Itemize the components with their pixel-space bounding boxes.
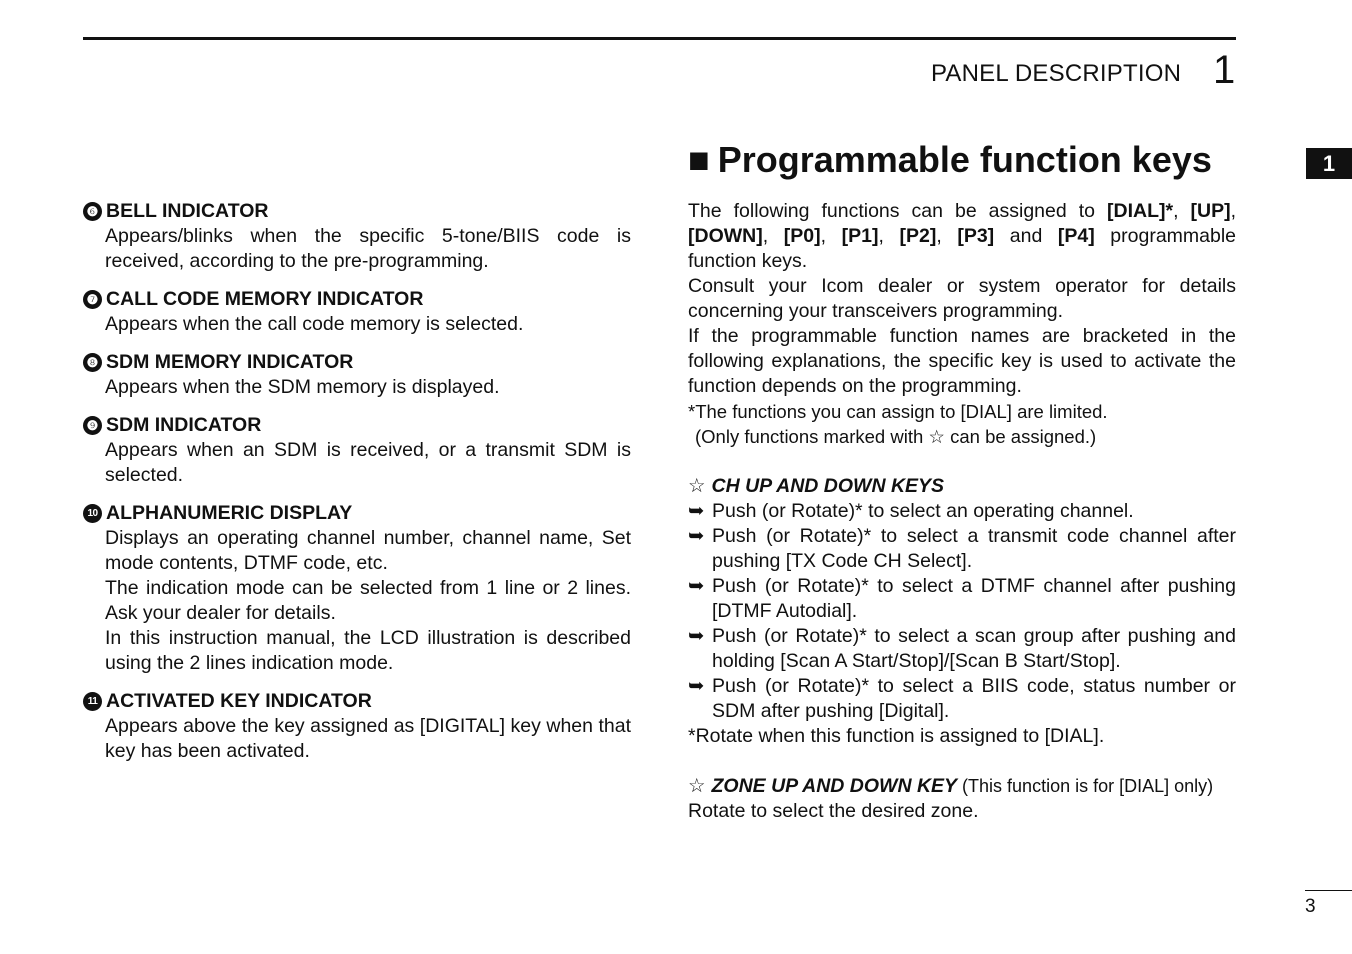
- item-number: ❽: [83, 353, 102, 372]
- list-item: [83, 199, 631, 274]
- list-item: [83, 501, 631, 676]
- square-bullet-icon: ■: [688, 139, 710, 180]
- star-icon: ☆: [688, 775, 706, 797]
- item-description: Appears when an SDM is received, or a transmit SDM is selected.: [105, 439, 631, 486]
- item-title: ALPHANUMERIC DISPLAY: [106, 502, 353, 524]
- item-number: ❻: [83, 202, 102, 221]
- item-description: In this instruction manual, the LCD illustration is described using the 2 lines indication mode.: [105, 627, 631, 674]
- function-heading: ☆ CH UP AND DOWN KEYS: [688, 475, 945, 497]
- item-description: Appears above the key assigned as [DIGITAL] key when that key has been activated.: [105, 715, 631, 762]
- section-title-text: Programmable function keys: [717, 139, 1212, 180]
- list-item: ➥ Push (or Rotate)* to select a scan group after pushing and holding [Scan A Start/Stop]/[Scan B Start/Stop].: [688, 625, 1236, 672]
- chapter-number: 1: [1213, 48, 1236, 92]
- section-title: [688, 139, 1212, 181]
- arrow-icon: ➥: [688, 500, 705, 522]
- list-item: [83, 287, 631, 337]
- star-icon: ☆: [688, 475, 706, 497]
- item-number: ❾: [83, 416, 102, 435]
- item-number: 10: [83, 504, 102, 523]
- intro-paragraph: The following functions can be assigned to [DIAL]*, [UP], [DOWN], [P0], [P1], [P2], [P3] and [P4] programmable function keys.: [688, 200, 1237, 272]
- paragraph: Consult your Icom dealer or system operator for details concerning your transceivers programming.: [688, 275, 1236, 322]
- list-item: ➥ Push (or Rotate)* to select a DTMF channel after pushing [DTMF Autodial].: [688, 575, 1236, 622]
- header-rule: [83, 37, 1236, 40]
- header-title: PANEL DESCRIPTION: [931, 60, 1182, 87]
- paragraph: If the programmable function names are bracketed in the following explanations, the specific key is used to activate the function depends on the programming.: [688, 325, 1236, 397]
- list-item: ➥ Push (or Rotate)* to select a BIIS code, status number or SDM after pushing [Digital].: [688, 675, 1236, 722]
- list-item: [83, 350, 631, 400]
- page-number: 3: [1305, 896, 1316, 917]
- item-description: Appears when the call code memory is selected.: [105, 313, 524, 335]
- chapter-tab: 1: [1306, 148, 1352, 179]
- arrow-icon: ➥: [688, 625, 705, 647]
- section-body: [688, 199, 1236, 824]
- note: *Rotate when this function is assigned to [DIAL].: [688, 725, 1105, 747]
- arrow-icon: ➥: [688, 575, 705, 597]
- arrow-icon: ➥: [688, 525, 705, 547]
- note: *The functions you can assign to [DIAL] are limited.: [688, 401, 1108, 422]
- item-title: ACTIVATED KEY INDICATOR: [106, 690, 372, 712]
- item-title: CALL CODE MEMORY INDICATOR: [106, 288, 424, 310]
- item-description: Appears when the SDM memory is displayed.: [105, 376, 500, 398]
- footer-rule: [1305, 890, 1352, 891]
- item-description: Displays an operating channel number, channel name, Set mode contents, DTMF code, etc.: [105, 527, 631, 574]
- indicator-list: [83, 199, 631, 777]
- paragraph: Rotate to select the desired zone.: [688, 800, 979, 822]
- list-item: ➥ Push (or Rotate)* to select a transmit code channel after pushing [TX Code CH Select].: [688, 525, 1236, 572]
- function-heading: ☆ ZONE UP AND DOWN KEY (This function is for [DIAL] only): [688, 775, 1214, 797]
- note: (Only functions marked with ☆ can be assigned.): [695, 426, 1097, 447]
- arrow-icon: ➥: [688, 675, 705, 697]
- item-number: ❼: [83, 290, 102, 309]
- list-item: [83, 413, 631, 488]
- item-description: Appears/blinks when the specific 5-tone/BIIS code is received, according to the pre-programming.: [105, 225, 631, 272]
- item-title: SDM MEMORY INDICATOR: [106, 351, 354, 373]
- item-title: SDM INDICATOR: [106, 414, 262, 436]
- item-number: 11: [83, 692, 102, 711]
- list-item: [83, 689, 631, 764]
- list-item: ➥ Push (or Rotate)* to select an operating channel.: [688, 500, 1134, 522]
- item-title: BELL INDICATOR: [106, 200, 269, 222]
- item-description: The indication mode can be selected from 1 line or 2 lines. Ask your dealer for details.: [105, 577, 631, 624]
